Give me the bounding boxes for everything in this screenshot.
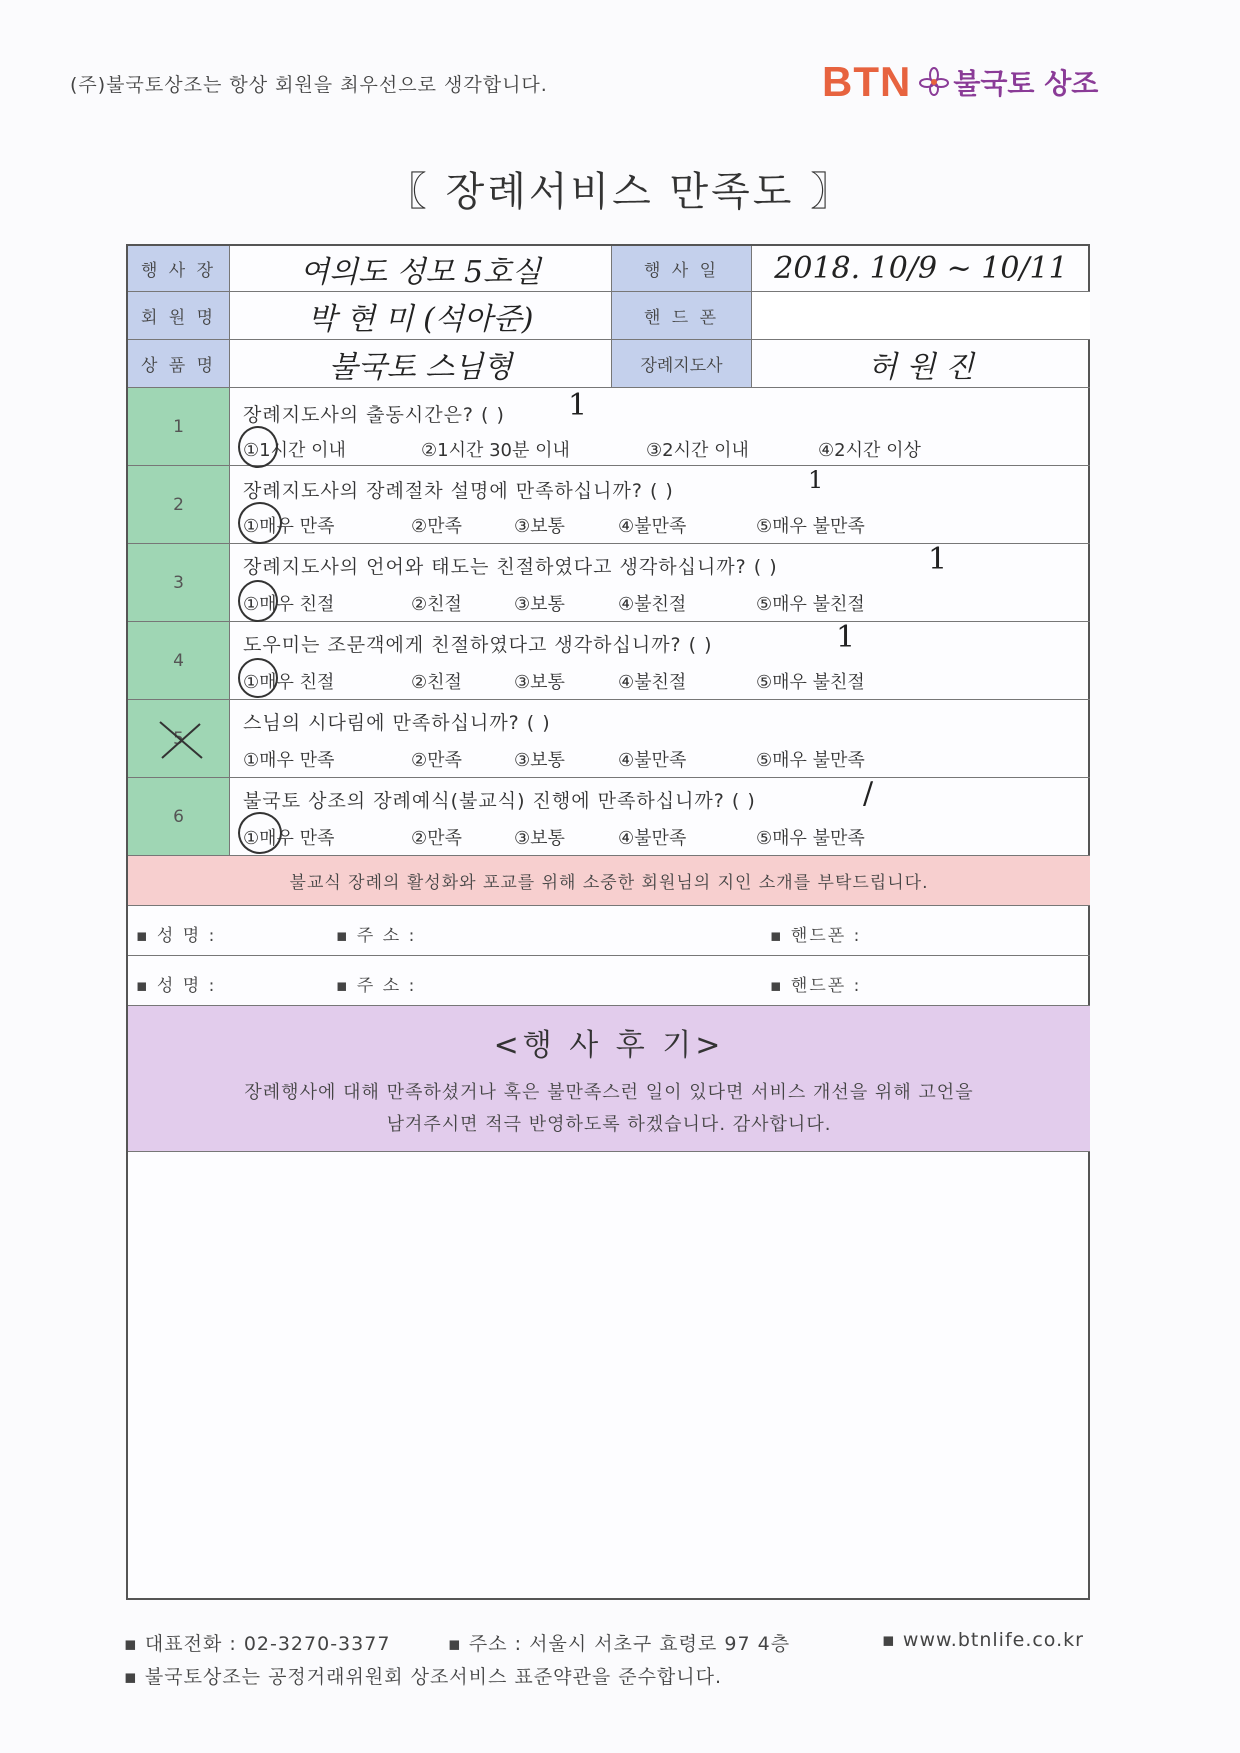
company-logo [822,60,1098,104]
member-label: 회 원 명 [128,292,230,340]
product-value[interactable]: 불국토 스님형 [230,340,612,388]
answer-mark[interactable]: 1 [928,542,948,577]
footer-website[interactable]: ▪ www.btnlife.co.kr [882,1629,1084,1651]
option-4[interactable]: ④불만족 [618,750,687,771]
review-header [128,1006,1090,1152]
option-5[interactable]: ⑤매우 불만족 [756,750,865,771]
question-row-6 [128,778,1090,856]
referral-address-label[interactable]: ▪ 주 소 : [336,976,417,996]
venue-value[interactable]: 여의도 성모 5호실 [230,246,612,292]
question-text: 장례지도사의 장례절차 설명에 만족하십니까? ( ) [243,480,674,502]
question-row-1 [128,388,1090,466]
question-text: 불국토 상조의 장례예식(불교식) 진행에 만족하십니까? ( ) [243,790,756,812]
option-1[interactable]: ①매우 친절 [243,594,335,615]
option-2[interactable]: ②친절 [411,672,462,693]
company-tagline: (주)불국토상조는 항상 회원을 최우선으로 생각합니다. [70,74,548,96]
option-2[interactable]: ②만족 [411,516,462,537]
option-3[interactable]: ③보통 [514,516,565,537]
phone-value[interactable] [752,292,1090,340]
option-2[interactable]: ②만족 [411,828,462,849]
option-4[interactable]: ④2시간 이상 [818,440,921,461]
option-1[interactable]: ①매우 만족 [243,516,335,537]
question-text: 스님의 시다림에 만족하십니까? ( ) [243,712,551,734]
option-5[interactable]: ⑤매우 불친절 [756,672,865,693]
selection-circle [238,812,282,854]
question-text: 도우미는 조문객에게 친절하였다고 생각하십니까? ( ) [243,634,713,656]
survey-form [126,244,1090,1600]
director-label: 장례지도사 [612,340,752,388]
selection-circle [238,580,278,622]
question-number: 6 [128,778,230,856]
option-3[interactable]: ③보통 [514,828,565,849]
lotus-flower-icon [919,67,949,97]
option-3[interactable]: ③보통 [514,750,565,771]
referral-name-label[interactable]: ▪ 성 명 : [136,976,217,996]
option-2[interactable]: ②친절 [411,594,462,615]
referral-address-label[interactable]: ▪ 주 소 : [336,926,417,946]
option-5[interactable]: ⑤매우 불만족 [756,828,865,849]
page-title: 〖 장례서비스 만족도 〗 [386,169,854,215]
question-number: 1 [128,388,230,466]
member-value[interactable]: 박 현 미 (석아준) [230,292,612,340]
question-row-5 [128,700,1090,778]
referral-row-2 [128,956,1090,1006]
option-1[interactable]: ①매우 만족 [243,750,335,771]
selection-circle [238,658,278,698]
question-text: 장례지도사의 출동시간은? ( ) [243,404,505,426]
question-row-3 [128,544,1090,622]
referral-banner: 불교식 장례의 활성화와 포교를 위해 소중한 회원님의 지인 소개를 부탁드립니다. [128,856,1090,906]
selection-circle [238,502,282,544]
option-2[interactable]: ②1시간 30분 이내 [421,440,570,461]
answer-mark[interactable]: / [863,776,874,811]
referral-phone-label[interactable]: ▪ 핸드폰 : [770,926,862,946]
review-title: <행 사 후 기> [493,1028,725,1063]
question-row-2 [128,466,1090,544]
option-1[interactable]: ①매우 만족 [243,828,335,849]
option-5[interactable]: ⑤매우 불만족 [756,516,865,537]
product-label: 상 품 명 [128,340,230,388]
date-value[interactable]: 2018. 10/9 ~ 10/11 [752,246,1090,292]
date-label: 행 사 일 [612,246,752,292]
referral-row-1 [128,906,1090,956]
director-value[interactable]: 허 원 진 [752,340,1090,388]
option-1[interactable]: ①매우 친절 [243,672,335,693]
phone-label: 핸 드 폰 [612,292,752,340]
question-number: 4 [128,622,230,700]
question-number: 3 [128,544,230,622]
logo-korean-text: 불국토 상조 [953,67,1099,100]
cross-out-mark-icon [156,718,206,762]
answer-mark[interactable]: 1 [808,466,824,494]
footer-notice: ▪ 불국토상조는 공정거래위원회 상조서비스 표준약관을 준수합니다. [124,1666,723,1688]
question-number: 5 [128,700,230,778]
question-row-4 [128,622,1090,700]
option-2[interactable]: ②만족 [411,750,462,771]
review-text-area[interactable] [128,1152,1090,1598]
option-3[interactable]: ③보통 [514,672,565,693]
answer-mark[interactable]: 1 [568,388,588,423]
question-text: 장례지도사의 언어와 태도는 친절하였다고 생각하십니까? ( ) [243,556,778,578]
option-4[interactable]: ④불친절 [618,594,687,615]
footer-phone: ▪ 대표전화 : 02-3270-3377 [124,1633,391,1655]
selection-circle [238,426,278,468]
question-number: 2 [128,466,230,544]
option-1[interactable]: ①1시간 이내 [243,440,346,461]
option-3[interactable]: ③2시간 이내 [646,440,749,461]
venue-label: 행 사 장 [128,246,230,292]
logo-btn-text: BTN [822,58,912,105]
footer-address: ▪ 주소 : 서울시 서초구 효령로 97 4층 [448,1633,791,1655]
review-instruction-line-1: 장례행사에 대해 만족하셨거나 혹은 불만족스런 일이 있다면 서비스 개선을 위해 고언을 [244,1082,974,1103]
referral-phone-label[interactable]: ▪ 핸드폰 : [770,976,862,996]
option-5[interactable]: ⑤매우 불친절 [756,594,865,615]
option-4[interactable]: ④불만족 [618,828,687,849]
answer-mark[interactable]: 1 [836,620,856,655]
referral-name-label[interactable]: ▪ 성 명 : [136,926,217,946]
option-4[interactable]: ④불친절 [618,672,687,693]
option-3[interactable]: ③보통 [514,594,565,615]
review-instruction-line-2: 남겨주시면 적극 반영하도록 하겠습니다. 감사합니다. [386,1114,832,1135]
option-4[interactable]: ④불만족 [618,516,687,537]
